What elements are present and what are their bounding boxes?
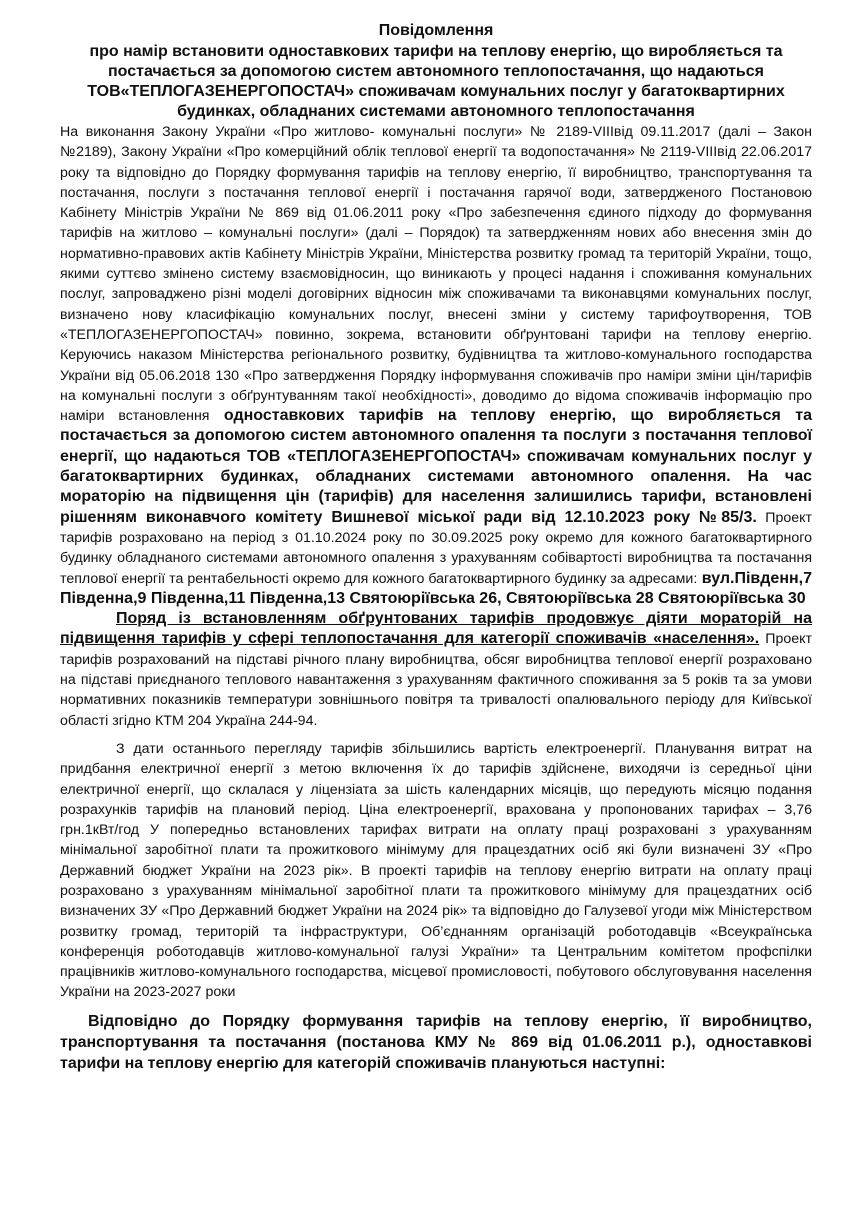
production-plan-text: Проект тарифів розрахований на підставі річного плану виробництва, обсяг виробництва теплової енергії розраховано на підставі приєднаного теплового навантаження з урахуванням фактичного споживання за 5 років та за умови нормативних показників температури зовнішнього повітря та тривалості опалювального періоду для Київської області згідно КТМ 204 Україна 244-94. (60, 631, 812, 729)
document-page (60, 22, 812, 1074)
paragraph-planned-tariffs: Відповідно до Порядку формування тарифів на теплову енергію, її виробництво, транспортування та постачання (постанова КМУ № 869 від 01.06.2011 р.), одноставкові тарифи на теплову енергію для категорій споживачів плануються наступні: (60, 1012, 812, 1072)
legal-basis-text: На виконання Закону України «Про житлово- комунальні послуги» № 2189-VIIIвід 09.11.2017 (далі – Закон №2189), Закону України «Про комерційний облік теплової енергії та водопостачання» № 2119-VIIIвід 22.06.2017 року та відповідно до Порядку формування тарифів на теплову енергію, її виробництво, транспортування та постачання, послуги з постачання теплової енергії і постачання гарячої води, затвердженого Постановою Кабінету Міністрів України № 869 від 01.06.2011 року «Про забезпечення єдиного підходу до формування тарифів на житлово – комунальні послуги» (далі – Порядок) та затвердженням нових або внесення змін до нормативно-правових актів Кабінету Міністрів України, Міністерства розвитку громад та територій України, тощо, якими суттєво змінено систему взаємовідносин, що виникають у процесі надання і споживання комунальних послуг, запроваджено різні моделі договірних відносин між споживачами та виконавцями комунальних послуг, визначено нову класифікацію комунальних послуг, внесені зміни у систему тарифоутворення, ТОВ «ТЕПЛОГАЗЕНЕРГОПОСТАЧ» повинно, зокрема, встановити обґрунтовані тарифи на теплову енергію. Керуючись наказом Міністерства регіонального розвитку, будівництва та житлово-комунального господарства України від 05.06.2018 130 «Про затвердження Порядку інформування споживачів про наміри зміни цін/тарифів на комунальні послуги з обґрунтуванням такої необхідності», доводимо до відома споживачів інформацію про наміри встановлення (60, 124, 812, 425)
document-title: Повідомлення (378, 22, 494, 39)
paragraph-cost-changes: З дати останнього перегляду тарифів збільшились вартість електроенергії. Планування витрат на придбання електричної енергії з метою включення їх до тарифів здійснене, виходячи із середньої ціни електричної енергії, що склалася у ліцензіата за шість календарних місяців, що передують місяцю подання розрахунків тарифів на плановий період. Ціна електроенергії, врахована у пропонованих тарифах – 3,76 грн.1кВт/год У попередньо встановлених тарифах витрати на оплату праці розраховані з урахуванням мінімальної заробітної плати та прожиткового мінімуму для працездатних осіб які були визначені ЗУ «Про Державний бюджет України на 2023 рік». В проекті тарифів на теплову енергію витрати на оплату праці розраховано з урахуванням мінімальної заробітної плати та прожиткового мінімуму для працездатних осіб визначених ЗУ «Про Державний бюджет України на 2024 рік» та відповідно до Галузевої угоди між Міністерством розвитку громад, територій та інфраструктури, Об’єднанням організацій роботодавців «Всеукраїнська конференція роботодавців житлово-комунальної галузі України» та Центральним комітетом профспілки працівників житлово-комунального господарства, місцевої промисловості, побутового обслуговування населення України на 2023-2027 роки (60, 740, 812, 1001)
building-addresses: вул.Південн,7 Південна,9 Південна,11 Південна,13 Святоюріївська 26, Святоюріївська 28 Святоюріївська 30 (60, 569, 812, 607)
tariff-period-text: Проект тарифів розраховано на період з 01.10.2024 року по 30.09.2025 року окремо для кожного багатоквартирного будинку обладнаного системами автономного опалення з урахуванням собівартості виробництва та постачання теплової енергії та рентабельності окремо для кожного багатоквартирного будинку за адресами: (60, 509, 812, 587)
paragraph-legal-basis (60, 122, 812, 609)
moratorium-notice: Поряд із встановленням обґрунтованих тарифів продовжує діяти мораторій на підвищення тарифів у сфері теплопостачання для категорії споживачів «населення». (60, 610, 812, 648)
spacer (60, 731, 812, 739)
document-subtitle: про намір встановити одноставкових тарифи на теплову енергію, що виробляється та постачається за допомогою систем автономного теплопостачання, що надаються ТОВ«ТЕПЛОГАЗЕНЕРГОПОСТАЧ» споживачам комунальних послуг у багатоквартирних будинках, обладнаних системами автономного теплопостачання (87, 43, 785, 120)
tariff-intent-bold: одноставкових тарифів на теплову енергію, що виробляється та постачається за допомогою систем автономного опалення та послуги з постачання теплової енергії, що надаються ТОВ «ТЕПЛОГАЗЕНЕРГОПОСТАЧ» споживачам комунальних послуг у багатоквартирних будинках, обладнаних системами автономного опалення. На час мораторію на підвищення цін (тарифів) для населення залишились тарифи, встановлені рішенням виконавчого комітету Вишневої міської ради від 12.10.2023 року №85/3. (60, 407, 813, 526)
paragraph-moratorium (60, 609, 812, 731)
